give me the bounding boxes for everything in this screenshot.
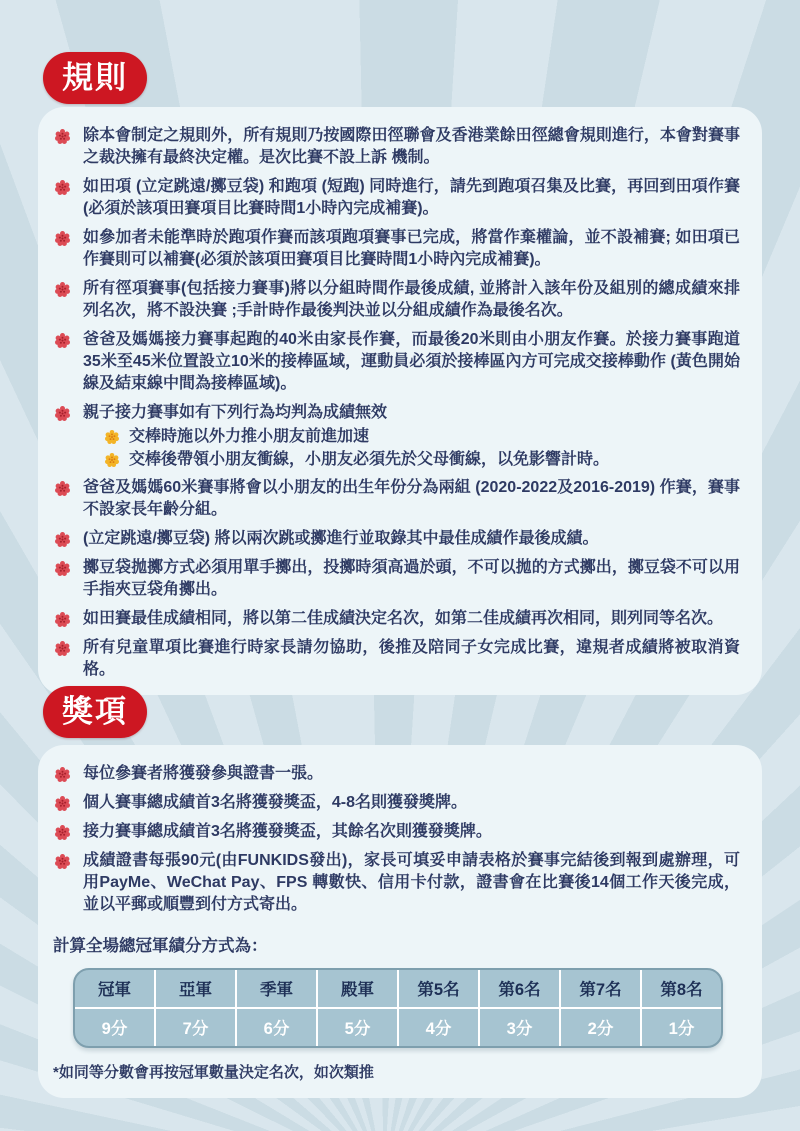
red-flower-bullet-icon [55,612,70,627]
scoring-rank-header: 亞軍 [156,970,237,1007]
rule-item [55,528,740,550]
scoring-points-cell: 9分 [75,1007,156,1046]
rule-item [55,329,740,395]
red-flower-bullet-icon [55,282,70,297]
scoring-points-cell: 6分 [237,1007,318,1046]
rule-sub-item-text: 交棒後帶領小朋友衝線，小朋友必須先於父母衝線，以免影響計時。 [129,451,610,468]
rule-sub-list [105,427,740,470]
rule-item [55,125,740,169]
rule-item [55,557,740,601]
rule-sub-item [105,427,740,447]
scoring-points-cell: 1分 [642,1007,721,1046]
scoring-points-cell: 2分 [561,1007,642,1046]
scoring-rank-header: 第5名 [399,970,480,1007]
rule-item [55,477,740,521]
red-flower-bullet-icon [55,767,70,782]
rule-item-text: (立定跳遠/擲豆袋) 將以兩次跳或擲進行並取錄其中最佳成績作最後成績。 [83,530,599,547]
rule-item-text: 如田項 (立定跳遠/擲豆袋) 和跑項 (短跑) 同時進行，請先到跑項召集及比賽，再回到田項作賽(必須於該項田賽項目比賽時間1小時內完成補賽)。 [83,178,740,217]
rule-item-text: 爸爸及媽媽60米賽事將會以小朋友的出生年份分為兩組 (2020-2022及2016-2019) 作賽，賽事不設家長年齡分組。 [83,479,740,518]
award-item-text: 接力賽事總成績首3名將獲發獎盃，其餘名次則獲發獎牌。 [83,823,492,840]
award-item [55,850,740,916]
scoring-table [73,968,723,1048]
award-item [55,763,740,785]
scoring-rank-header: 第8名 [660,981,703,999]
red-flower-bullet-icon [55,333,70,348]
red-flower-bullet-icon [55,129,70,144]
scoring-method-title: 計算全場總冠軍績分方式為： [53,937,268,955]
red-flower-bullet-icon [55,825,70,840]
scoring-points-cell: 3分 [480,1007,561,1046]
scoring-table-header-row [75,970,721,1007]
red-flower-bullet-icon [55,796,70,811]
red-flower-bullet-icon [55,406,70,421]
rule-item-text: 如參加者未能準時於跑項作賽而該項跑項賽事已完成，將當作棄權論，並不設補賽; 如田項已作賽則可以補賽(必須於該項田賽項目比賽時間1小時內完成補賽)。 [83,229,740,268]
rule-item-text: 所有徑項賽事(包括接力賽事)將以分組時間作最後成績, 並將計入該年份及組別的總成績來排列名次，將不設決賽 ;手計時作最後判決並以分組成績作為最後名次。 [83,280,740,319]
scoring-points-cell: 7分 [156,1007,237,1046]
yellow-flower-bullet-icon [105,430,119,444]
scoring-rank-header: 第6名 [480,970,561,1007]
rules-card [38,107,762,695]
rule-item-text: 所有兒童單項比賽進行時家長請勿協助，後推及陪同子女完成比賽，違規者成績將被取消資格。 [83,639,740,678]
award-item-text: 每位參賽者將獲發參與證書一張。 [83,765,324,782]
tiebreak-footnote: *如同等分數會再按冠軍數量決定名次，如次類推 [53,1064,374,1081]
red-flower-bullet-icon [55,532,70,547]
rule-item [55,608,740,630]
rule-item-text: 親子接力賽事如有下列行為均判為成績無效 交棒時施以外力推小朋友前進加速 交棒後帶領小朋友衝線，小朋友必須先於父母衝線，以免影響計時。 [83,402,740,470]
award-item-text: 成績證書每張90元(由FUNKIDS發出)，家長可填妥申請表格於賽事完結後到報到處辦理，可用PayMe、WeChat Pay、FPS 轉數快、信用卡付款，證書會在比賽後14個工作天後完成，並以平郵或順豐到付方式寄出。 [83,852,740,913]
award-item [55,792,740,814]
rule-item [55,278,740,322]
rule-sub-item-text: 交棒時施以外力推小朋友前進加速 [129,428,370,445]
red-flower-bullet-icon [55,180,70,195]
rule-item [55,176,740,220]
red-flower-bullet-icon [55,561,70,576]
red-flower-bullet-icon [55,481,70,496]
awards-section-badge: 獎項 [43,686,147,738]
rule-item [55,637,740,681]
rules-list [55,125,740,681]
rule-item-text: 擲豆袋拋擲方式必須用單手擲出，投擲時須高過於頭，不可以拋的方式擲出，擲豆袋不可以用手指夾豆袋角擲出。 [83,559,740,598]
scoring-rank-header: 季軍 [237,970,318,1007]
awards-list [55,763,740,916]
red-flower-bullet-icon [55,641,70,656]
scoring-rank-header: 第7名 [561,970,642,1007]
rule-sub-item [105,450,740,470]
yellow-flower-bullet-icon [105,453,119,467]
scoring-points-cell: 4分 [399,1007,480,1046]
awards-card [38,745,762,1098]
award-item [55,821,740,843]
red-flower-bullet-icon [55,231,70,246]
scoring-rank-header: 殿軍 [318,970,399,1007]
award-item-text: 個人賽事總成績首3名將獲發獎盃，4-8名則獲發獎牌。 [83,794,468,811]
rule-item [55,402,740,470]
red-flower-bullet-icon [55,854,70,869]
rule-item [55,227,740,271]
rule-item-text: 除本會制定之規則外，所有規則乃按國際田徑聯會及香港業餘田徑總會規則進行，本會對賽事之裁決擁有最終決定權。是次比賽不設上訴 機制。 [83,127,740,166]
rule-item-text: 如田賽最佳成績相同，將以第二佳成績決定名次，如第二佳成績再次相同，則列同等名次。 [83,610,724,627]
rules-section-badge: 規則 [43,52,147,104]
scoring-table-points-row [75,1007,721,1046]
rule-item-text: 爸爸及媽媽接力賽事起跑的40米由家長作賽，而最後20米則由小朋友作賽。於接力賽事跑道35米至45米位置設立10米的接棒區域，運動員必須於接棒區內方可完成交接棒動作 (黃色開始線及結束線中間為接棒區域)。 [83,331,740,392]
scoring-points-cell: 5分 [318,1007,399,1046]
scoring-rank-header: 冠軍 [75,970,156,1007]
